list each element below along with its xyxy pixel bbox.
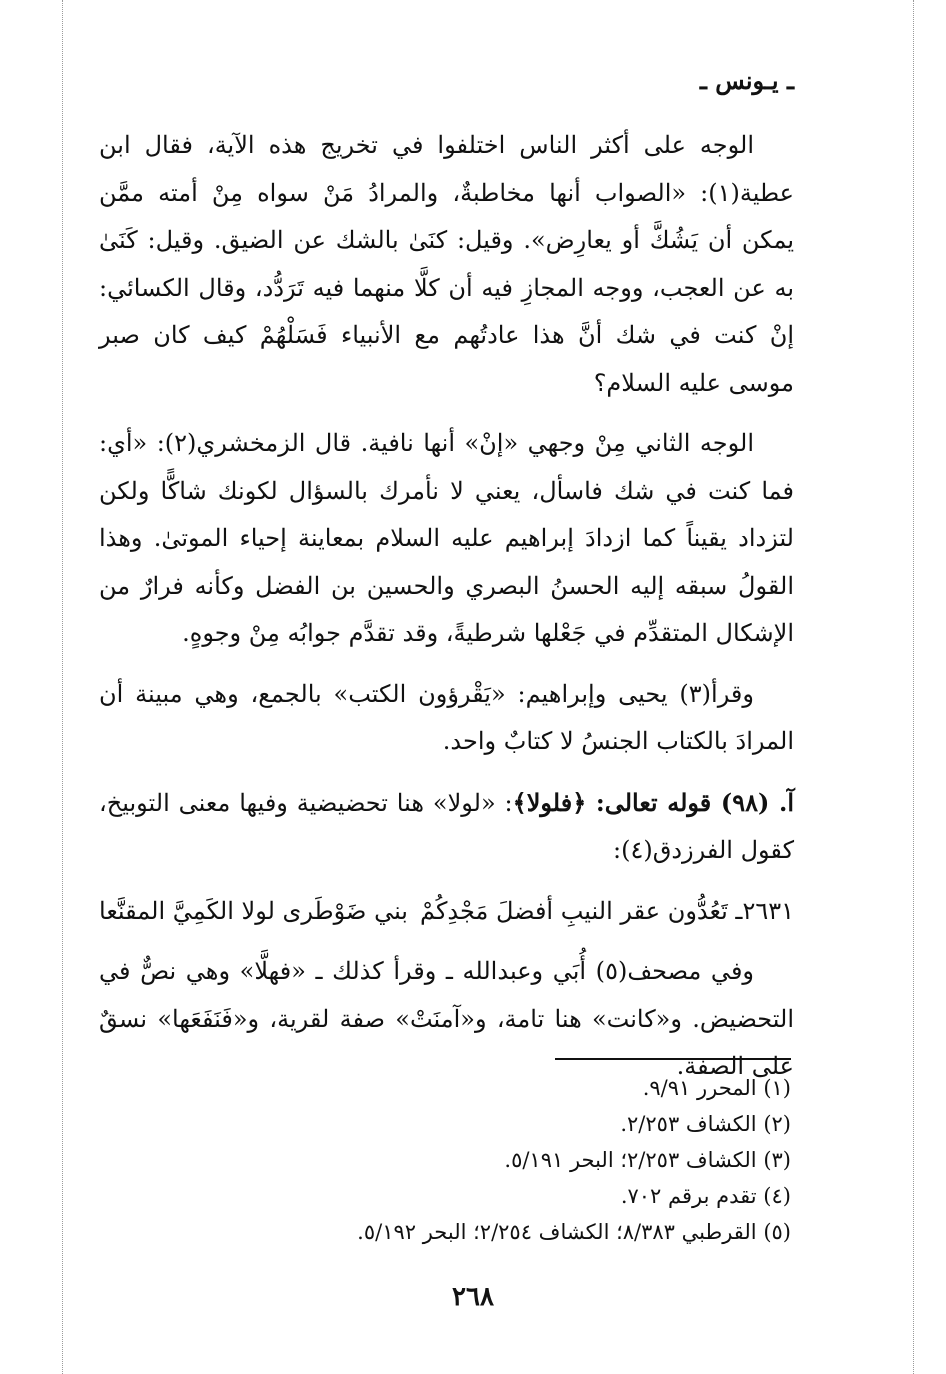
footnote-separator (555, 1058, 791, 1060)
footnotes (101, 1070, 791, 1250)
footnote-5: (٥) القرطبي ٨/٣٨٣؛ الكشاف ٢/٢٥٤؛ البحر ٥/١٩٢. (357, 1220, 791, 1244)
poetry-line (99, 888, 794, 936)
paragraph-2: الوجه الثاني مِنْ وجهي «إنْ» أنها نافية. قال الزمخشري(٢): «أي: فما كنت في شك فاسأل، يعني لا نأمرك بالسؤال لكونك شاكًّا ولكن لتزداد يقيناً كما ازدادَ إبراهيم عليه السلام بمعاينة إحياء الموتىٰ. وهذا القولُ سبقه إليه الحسنُ البصري والحسين بن الفضل وكأنه فرارٌ من الإشكال المتقدِّم في جَعْلها شرطيةً، وقد تقدَّم جوابُه مِنْ وجوهٍ. (99, 429, 794, 647)
page-edge-dotted-line-left (62, 0, 63, 1374)
poem-hemistich-first: ٢٦٣١ـ تَعُدُّون عقر النيبِ أفضلَ مَجْدِكُمْ (419, 896, 794, 925)
page-number: ٢٦٨ (452, 1282, 494, 1312)
main-text (99, 122, 794, 1104)
verse-explanation: : «لولا» هنا تحضيضية وفيها معنى التوبيخ، كقول الفرزدق(٤): (99, 788, 794, 864)
footnote-4: (٤) تقدم برقم ٧٠٢. (620, 1184, 791, 1208)
closing-paragraph: وفي مصحف(٥) أُبَي وعبدالله ـ وقرأ كذلك ـ «فهلَّا» وهي نصٌّ في التحضيض. و«كانت» هنا تامة، و«آمنَتْ» صفة لقرية، و«فَنَفَعَها» نسقٌ على الصفة. (99, 957, 794, 1080)
verse-heading: آ. (٩٨) قوله تعالى: ﴿فلولا﴾ (512, 787, 794, 817)
footnote-3: (٣) الكشاف ٢/٢٥٣؛ البحر ٥/١٩١. (504, 1148, 791, 1172)
footnote-2: (٢) الكشاف ٢/٢٥٣. (620, 1112, 791, 1136)
running-head: ـ يـونس ـ (699, 66, 794, 95)
page-edge-dotted-line-right (913, 0, 914, 1374)
poem-hemistich-second: بني ضَوْطَرى لولا الكَمِيَّ المقنَّعا (99, 896, 408, 925)
paragraph-3: وقرأ(٣) يحيى وإبراهيم: «يَقْرؤون الكتب» بالجمع، وهي مبينة أن المرادَ بالكتاب الجنسُ لا كتابٌ واحد. (99, 679, 794, 755)
verse-commentary (99, 779, 794, 875)
paragraph-1: الوجه على أكثر الناس اختلفوا في تخريج هذه الآية، فقال ابن عطية(١): «الصواب أنها مخاطبةٌ، والمرادُ مَنْ سواه مِنْ أمته ممَّن يمكن أن يَشُكَّ أو يعارِض». وقيل: كنَىٰ بالشك عن الضيق. وقيل: كَنَىٰ به عن العجب، ووجه المجازِ فيه أن كلَّا منهما فيه تَرَدُّد، وقال الكسائي: إنْ كنت في شك أنَّ هذا عادتُهم مع الأنبياء فَسَلْهُمْ كيف كان صبر موسى عليه السلام؟ (99, 131, 794, 397)
footnote-1: (١) المحرر ٩/٩١. (642, 1076, 791, 1100)
